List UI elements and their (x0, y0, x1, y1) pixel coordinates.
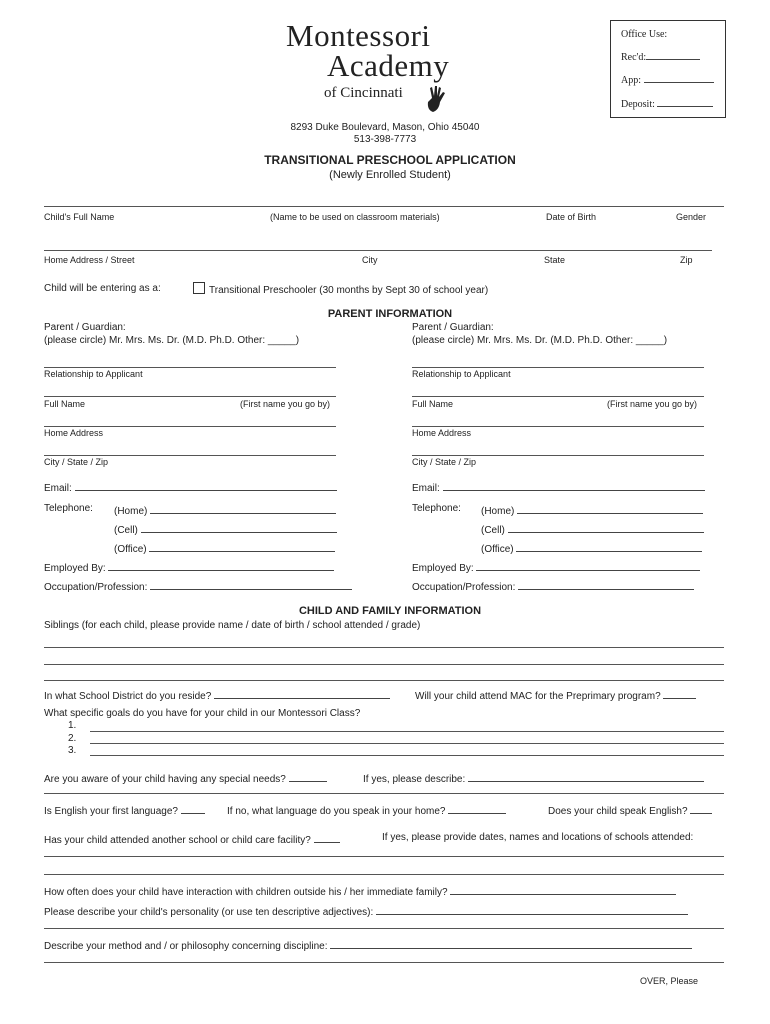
district-label: In what School District do you reside? (44, 691, 212, 702)
goal-3[interactable] (68, 745, 76, 756)
employed-label-left: Employed By: (44, 563, 106, 574)
zip-label: Zip (680, 255, 693, 265)
csz-label-right: City / State / Zip (412, 457, 477, 467)
logo-line1: Montessori (286, 18, 431, 53)
child-name-label: Child's Full Name (44, 212, 115, 222)
goal-3-line[interactable] (90, 755, 724, 756)
page-title: TRANSITIONAL PRESCHOOL APPLICATION (264, 153, 516, 167)
fullname-label-right: Full Name (412, 399, 454, 409)
discipline-field[interactable] (44, 938, 692, 952)
discipline-line[interactable] (44, 962, 724, 963)
state-label: State (544, 255, 566, 265)
transitional-option[interactable] (193, 282, 488, 296)
occupation-label-left: Occupation/Profession: (44, 582, 148, 593)
address-line-right[interactable] (412, 426, 704, 427)
telephone-label-right: Telephone: (412, 503, 461, 514)
office-deposit-label: Deposit: (621, 99, 655, 110)
employed-right[interactable] (412, 560, 700, 574)
personality-label: Please describe your child's personality (or use ten descriptive adjectives): (44, 907, 374, 918)
address-line-left[interactable] (44, 426, 336, 427)
interaction-field[interactable] (44, 884, 676, 898)
goals-label: What specific goals do you have for your child in our Montessori Class? (44, 708, 361, 719)
office-deposit (621, 96, 713, 110)
goal-1-number: 1. (68, 720, 77, 731)
hand-print-icon (424, 84, 450, 116)
personality-line[interactable] (44, 928, 724, 929)
office-title: Office Use: (621, 29, 668, 40)
goal-2-line[interactable] (90, 743, 724, 744)
cell-label-right: (Cell) (481, 525, 505, 536)
attended-field[interactable] (44, 832, 340, 846)
child-name-line[interactable] (44, 206, 724, 207)
fullname-line-right[interactable] (412, 396, 704, 397)
parent-heading: PARENT INFORMATION (327, 308, 453, 320)
relationship-label-left: Relationship to Applicant (44, 369, 143, 379)
occupation-right[interactable] (412, 579, 694, 593)
title-circle-right[interactable]: (please circle) Mr. Mrs. Ms. Dr. (M.D. Ph.D. Other: _____) (412, 335, 668, 346)
transitional-checkbox[interactable] (193, 282, 205, 294)
employed-label-right: Employed By: (412, 563, 474, 574)
firstname-label-right: (First name you go by) (607, 399, 698, 409)
csz-label-left: City / State / Zip (44, 457, 109, 467)
office-phone-right[interactable] (481, 541, 702, 555)
office-phone-left[interactable] (114, 541, 335, 555)
attended-label: Has your child attended another school or child care facility? (44, 835, 311, 846)
describe-label: If yes, please describe: (363, 774, 466, 785)
office-label-right: (Office) (481, 544, 514, 555)
describe-field[interactable] (363, 771, 704, 785)
special-needs-line[interactable] (44, 793, 724, 794)
occupation-left[interactable] (44, 579, 352, 593)
district-field[interactable] (44, 688, 390, 702)
address-label-left: Home Address (44, 428, 104, 438)
address-phone: 513-398-7773 (353, 134, 417, 145)
office-recd-label: Rec'd: (621, 52, 647, 63)
home-address-label: Home Address / Street (44, 255, 135, 265)
telephone-label-left: Telephone: (44, 503, 93, 514)
goal-1-line[interactable] (90, 731, 724, 732)
family-heading: CHILD AND FAMILY INFORMATION (298, 605, 482, 617)
attended-line-1[interactable] (44, 856, 724, 857)
classroom-name-label: (Name to be used on classroom materials) (270, 212, 440, 222)
goal-1[interactable] (68, 720, 76, 731)
relationship-line-right[interactable] (412, 367, 704, 368)
provide-dates-label: If yes, please provide dates, names and locations of schools attended: (382, 832, 694, 843)
employed-left[interactable] (44, 560, 334, 574)
language-field[interactable] (227, 803, 506, 817)
office-use-box (610, 20, 726, 118)
csz-line-left[interactable] (44, 455, 336, 456)
cell-phone-left[interactable] (114, 522, 337, 536)
discipline-label: Describe your method and / or philosophy concerning discipline: (44, 941, 328, 952)
preprimary-field[interactable] (415, 688, 696, 702)
english-first-field[interactable] (44, 803, 205, 817)
entering-label: Child will be entering as a: (44, 283, 161, 294)
special-needs-label: Are you aware of your child having any special needs? (44, 774, 286, 785)
home-address-line[interactable] (44, 250, 712, 251)
gender-label: Gender (676, 212, 707, 222)
interaction-label: How often does your child have interaction with children outside his / her immediate family? (44, 887, 448, 898)
city-label: City (362, 255, 378, 265)
home-label-right: (Home) (481, 506, 515, 517)
speak-english-field[interactable] (548, 803, 712, 817)
siblings-line-1[interactable] (44, 647, 724, 648)
title-circle-left[interactable]: (please circle) Mr. Mrs. Ms. Dr. (M.D. Ph.D. Other: _____) (44, 335, 300, 346)
logo-line3: of Cincinnati (324, 85, 403, 101)
speak-english-label: Does your child speak English? (548, 806, 688, 817)
guardian-label-right: Parent / Guardian: (412, 322, 494, 333)
office-app (621, 72, 714, 86)
office-recd (621, 49, 700, 63)
preprimary-label: Will your child attend MAC for the Preprimary program? (415, 691, 661, 702)
siblings-line-2[interactable] (44, 664, 724, 665)
home-label-left: (Home) (114, 506, 148, 517)
cell-label-left: (Cell) (114, 525, 138, 536)
email-label-left: Email: (44, 483, 72, 494)
logo-line2: Academy (327, 48, 450, 83)
goal-2-number: 2. (68, 733, 77, 744)
language-label: If no, what language do you speak in your home? (227, 806, 446, 817)
fullname-line-left[interactable] (44, 396, 336, 397)
attended-line-2[interactable] (44, 874, 724, 875)
special-needs-field[interactable] (44, 771, 327, 785)
office-app-label: App: (621, 75, 641, 86)
home-phone-left[interactable] (114, 503, 336, 517)
personality-field[interactable] (44, 904, 688, 918)
email-label-right: Email: (412, 483, 440, 494)
siblings-line-3[interactable] (44, 680, 724, 681)
cell-phone-right[interactable] (481, 522, 704, 536)
occupation-label-right: Occupation/Profession: (412, 582, 516, 593)
guardian-label-left: Parent / Guardian: (44, 322, 126, 333)
firstname-label-left: (First name you go by) (240, 399, 331, 409)
address-street: 8293 Duke Boulevard, Mason, Ohio 45040 (290, 122, 480, 133)
english-first-label: Is English your first language? (44, 806, 178, 817)
office-label-left: (Office) (114, 544, 147, 555)
address-label-right: Home Address (412, 428, 472, 438)
goal-3-number: 3. (68, 745, 77, 756)
home-phone-right[interactable] (481, 503, 703, 517)
dob-label: Date of Birth (546, 212, 597, 222)
relationship-line-left[interactable] (44, 367, 336, 368)
csz-line-right[interactable] (412, 455, 704, 456)
relationship-label-right: Relationship to Applicant (412, 369, 511, 379)
goal-2[interactable] (68, 733, 76, 744)
email-right[interactable] (412, 480, 705, 494)
siblings-label: Siblings (for each child, please provide name / date of birth / school attended / grade) (44, 620, 421, 631)
footer-over: OVER, Please (640, 976, 699, 986)
fullname-label-left: Full Name (44, 399, 86, 409)
page-subtitle: (Newly Enrolled Student) (329, 169, 451, 181)
email-left[interactable] (44, 480, 337, 494)
transitional-option-label: Transitional Preschooler (30 months by Sept 30 of school year) (209, 285, 489, 296)
